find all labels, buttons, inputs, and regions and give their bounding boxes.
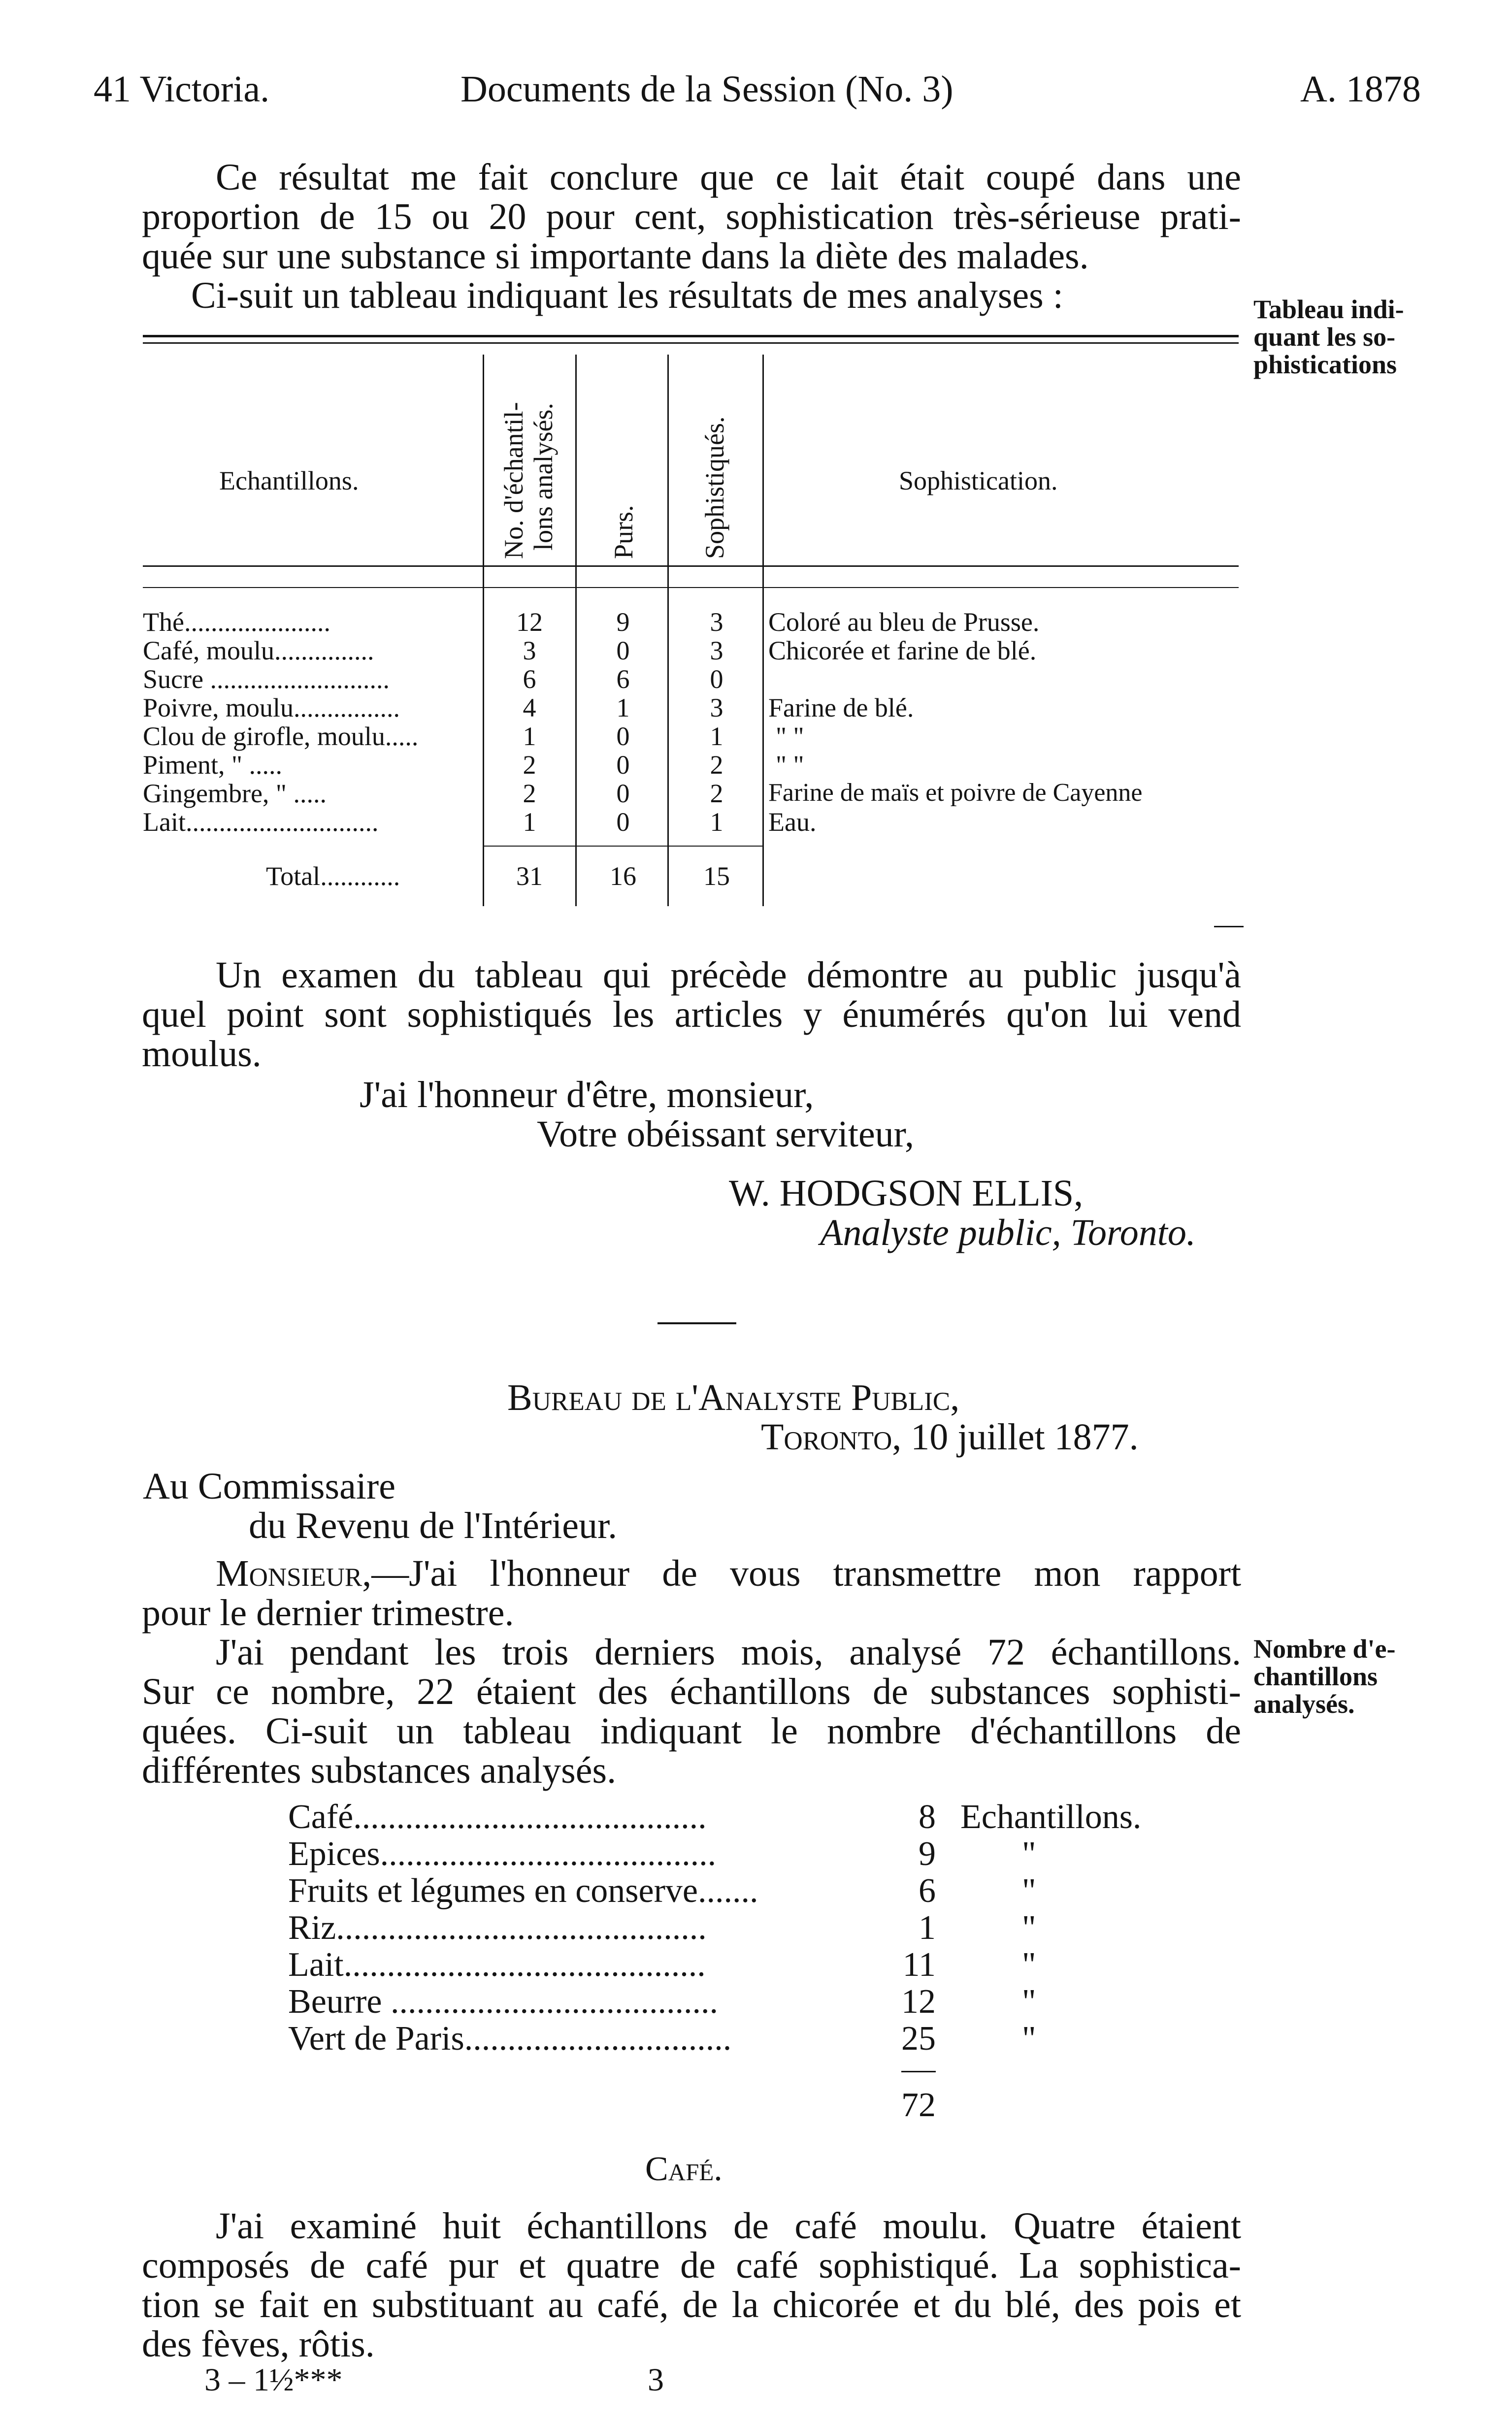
- row-name: Poivre, moulu................: [143, 693, 400, 722]
- row-soph: 3: [710, 607, 723, 637]
- letter-office: Bureau de l'Analyste Public,: [507, 1377, 960, 1418]
- row-pure: 0: [616, 779, 630, 808]
- col-header-samples: Echantillons.: [219, 466, 359, 495]
- salutation: Monsieur,: [216, 1553, 372, 1594]
- list-item-name: Epices.......................................: [288, 1835, 717, 1873]
- row-desc: Eau.: [768, 807, 817, 837]
- list-item-count: 1: [919, 1909, 936, 1947]
- list-item-unit: ": [1022, 1946, 1036, 1984]
- list-item-unit: ": [1022, 1983, 1036, 2021]
- after-table-line-1: Un examen du tableau qui précède démontre au public jusqu'à: [216, 954, 1241, 996]
- row-name: Café, moulu...............: [143, 636, 374, 665]
- cafe-line-3: tion se fait en substituant au café, de la chicorée et du blé, des pois et: [142, 2284, 1241, 2325]
- section-heading-cafe: Café.: [645, 2150, 723, 2188]
- closing-line-2: Votre obéissant serviteur,: [537, 1113, 914, 1155]
- row-desc: Chicorée et farine de blé.: [768, 636, 1037, 665]
- table-end-dash: [1214, 926, 1244, 927]
- cafe-line-4: des fèves, rôtis.: [142, 2324, 375, 2365]
- list-item-count: 25: [901, 2020, 936, 2058]
- letter-p1-line-1: [142, 1554, 1241, 1593]
- list-item-name: Beurre ......................................: [288, 1983, 718, 2021]
- row-count: 1: [523, 721, 536, 751]
- list-item-unit: ": [1022, 2020, 1036, 2058]
- signatory-title: [820, 1211, 1196, 1254]
- row-soph: 0: [710, 664, 723, 694]
- addressee-line-1: Au Commissaire: [143, 1466, 395, 1507]
- col-divider-4: [762, 355, 764, 906]
- row-pure: 0: [616, 750, 630, 780]
- intro-line-3: quée sur une substance si importante dans la diète des malades.: [142, 235, 1089, 277]
- list-item-name: Vert de Paris...............................: [288, 2020, 732, 2058]
- list-item-unit: ": [1022, 1872, 1036, 1910]
- header-left: 41 Victoria.: [94, 68, 270, 110]
- row-pure: 1: [616, 693, 630, 722]
- after-table-line-2: quel point sont sophistiqués les articles y énumérés qu'on lui vend: [142, 994, 1241, 1035]
- intro-line-1: Ce résultat me fait conclure que ce lait était coupé dans une: [216, 157, 1241, 198]
- cafe-line-1: J'ai examiné huit échantillons de café moulu. Quatre étaient: [216, 2205, 1241, 2247]
- list-total-rule: [901, 2071, 936, 2072]
- table-top-rule-2: [143, 342, 1239, 344]
- header-right: A. 1878: [1300, 68, 1421, 110]
- margin-note-line: analysés.: [1253, 1689, 1355, 1719]
- list-item-name: Fruits et légumes en conserve.......: [288, 1872, 758, 1910]
- list-total: 72: [901, 2086, 936, 2124]
- row-count: 1: [523, 807, 536, 837]
- margin-note-line: Tableau indi-: [1253, 295, 1404, 324]
- letter-date: 10 juillet 1877.: [911, 1416, 1139, 1458]
- row-pure: 9: [616, 607, 630, 637]
- row-soph: 3: [710, 693, 723, 722]
- row-desc: " ": [776, 750, 804, 780]
- letter-p1-rest: —J'ai l'honneur de vous transmettre mon rapport: [371, 1553, 1241, 1594]
- page-number: 3: [648, 2362, 664, 2398]
- col-divider-2: [575, 355, 577, 906]
- row-pure: 0: [616, 636, 630, 665]
- row-name: Clou de girofle, moulu.....: [143, 721, 419, 751]
- margin-note-table: [1253, 295, 1404, 378]
- list-item-unit: ": [1022, 1835, 1036, 1873]
- total-count: 31: [516, 861, 543, 891]
- intro-line-2: proportion de 15 ou 20 pour cent, sophistication très-sérieuse prati-: [142, 196, 1241, 237]
- row-count: 3: [523, 636, 536, 665]
- list-item-count: 9: [919, 1835, 936, 1873]
- letter-p2-line-4: différentes substances analysés.: [142, 1750, 617, 1791]
- signatory-title-text: Analyste public,: [820, 1212, 1061, 1253]
- row-name: Gingembre, " .....: [143, 779, 327, 808]
- section-separator: [657, 1322, 736, 1324]
- addressee-line-2: du Revenu de l'Intérieur.: [249, 1505, 618, 1546]
- row-desc: Farine de maïs et poivre de Cayenne: [768, 779, 1143, 807]
- row-pure: 0: [616, 807, 630, 837]
- header-center: Documents de la Session (No. 3): [460, 68, 953, 110]
- margin-note-line: quant les so-: [1253, 322, 1396, 352]
- letter-p2-line-1: J'ai pendant les trois derniers mois, analysé 72 échantillons.: [216, 1632, 1241, 1673]
- row-soph: 1: [710, 721, 723, 751]
- list-item-name: Lait..........................................: [288, 1946, 706, 1984]
- intro-line-4: Ci-suit un tableau indiquant les résultats de mes analyses :: [191, 275, 1063, 316]
- col-header-count: No. d'échantil-: [499, 402, 528, 559]
- list-item-count: 12: [901, 1983, 936, 2021]
- margin-note-line: chantillons: [1253, 1662, 1378, 1691]
- row-pure: 0: [616, 721, 630, 751]
- letter-p1-line-2: pour le dernier trimestre.: [142, 1592, 514, 1634]
- after-table-line-3: moulus.: [142, 1033, 262, 1075]
- total-pure: 16: [610, 861, 636, 891]
- letter-p2-line-2: Sur ce nombre, 22 étaient des échantillons de substances sophisti-: [142, 1671, 1241, 1712]
- list-item-unit: Echantillons.: [960, 1798, 1142, 1836]
- row-soph: 3: [710, 636, 723, 665]
- table-header-rule: [143, 565, 1239, 567]
- cafe-line-2: composés de café pur et quatre de café sophistiqué. La sophistica-: [142, 2245, 1241, 2286]
- row-count: 12: [516, 607, 543, 637]
- list-item-name: Riz...........................................: [288, 1909, 707, 1947]
- row-name: Lait.............................: [143, 807, 379, 837]
- closing-line-1: J'ai l'honneur d'être, monsieur,: [360, 1074, 814, 1115]
- row-soph: 2: [710, 779, 723, 808]
- margin-note-count: [1253, 1635, 1395, 1718]
- signatory-city: Toronto.: [1070, 1212, 1196, 1253]
- row-count: 2: [523, 750, 536, 780]
- col-header-count-2: lons analysés.: [528, 403, 558, 551]
- table-top-rule: [143, 335, 1239, 337]
- letter-city: Toronto,: [761, 1416, 902, 1458]
- row-count: 2: [523, 779, 536, 808]
- row-name: Thé......................: [143, 607, 330, 637]
- row-count: 6: [523, 664, 536, 694]
- letter-dateline: [761, 1416, 1139, 1459]
- row-desc: Farine de blé.: [768, 693, 914, 722]
- row-soph: 2: [710, 750, 723, 780]
- row-pure: 6: [616, 664, 630, 694]
- list-item-count: 8: [919, 1798, 936, 1836]
- table-subheader-rule: [143, 587, 1239, 588]
- footer-signature-mark: 3 – 1½***: [204, 2362, 343, 2398]
- margin-note-line: phistications: [1253, 350, 1397, 379]
- col-header-sophistication: Sophistication.: [899, 466, 1058, 495]
- table-total-rule: [483, 846, 763, 847]
- col-header-pure: Purs.: [609, 505, 638, 559]
- margin-note-line: Nombre d'e-: [1253, 1634, 1396, 1664]
- signatory-name: W. HODGSON ELLIS,: [729, 1173, 1084, 1214]
- row-count: 4: [523, 693, 536, 722]
- row-name: Piment, " .....: [143, 750, 283, 780]
- row-desc: Coloré au bleu de Prusse.: [768, 607, 1040, 637]
- col-divider-3: [667, 355, 669, 906]
- col-divider-1: [483, 355, 484, 906]
- row-name: Sucre ...........................: [143, 664, 390, 694]
- total-soph: 15: [703, 861, 730, 891]
- total-label: Total............: [266, 861, 400, 891]
- row-soph: 1: [710, 807, 723, 837]
- list-item-count: 11: [902, 1946, 936, 1984]
- col-header-adulterated: Sophistiqués.: [700, 416, 729, 559]
- list-item-count: 6: [919, 1872, 936, 1910]
- letter-p2-line-3: quées. Ci-suit un tableau indiquant le nombre d'échantillons de: [142, 1710, 1241, 1752]
- row-desc: " ": [776, 721, 804, 751]
- list-item-name: Café.........................................: [288, 1798, 707, 1836]
- list-item-unit: ": [1022, 1909, 1036, 1947]
